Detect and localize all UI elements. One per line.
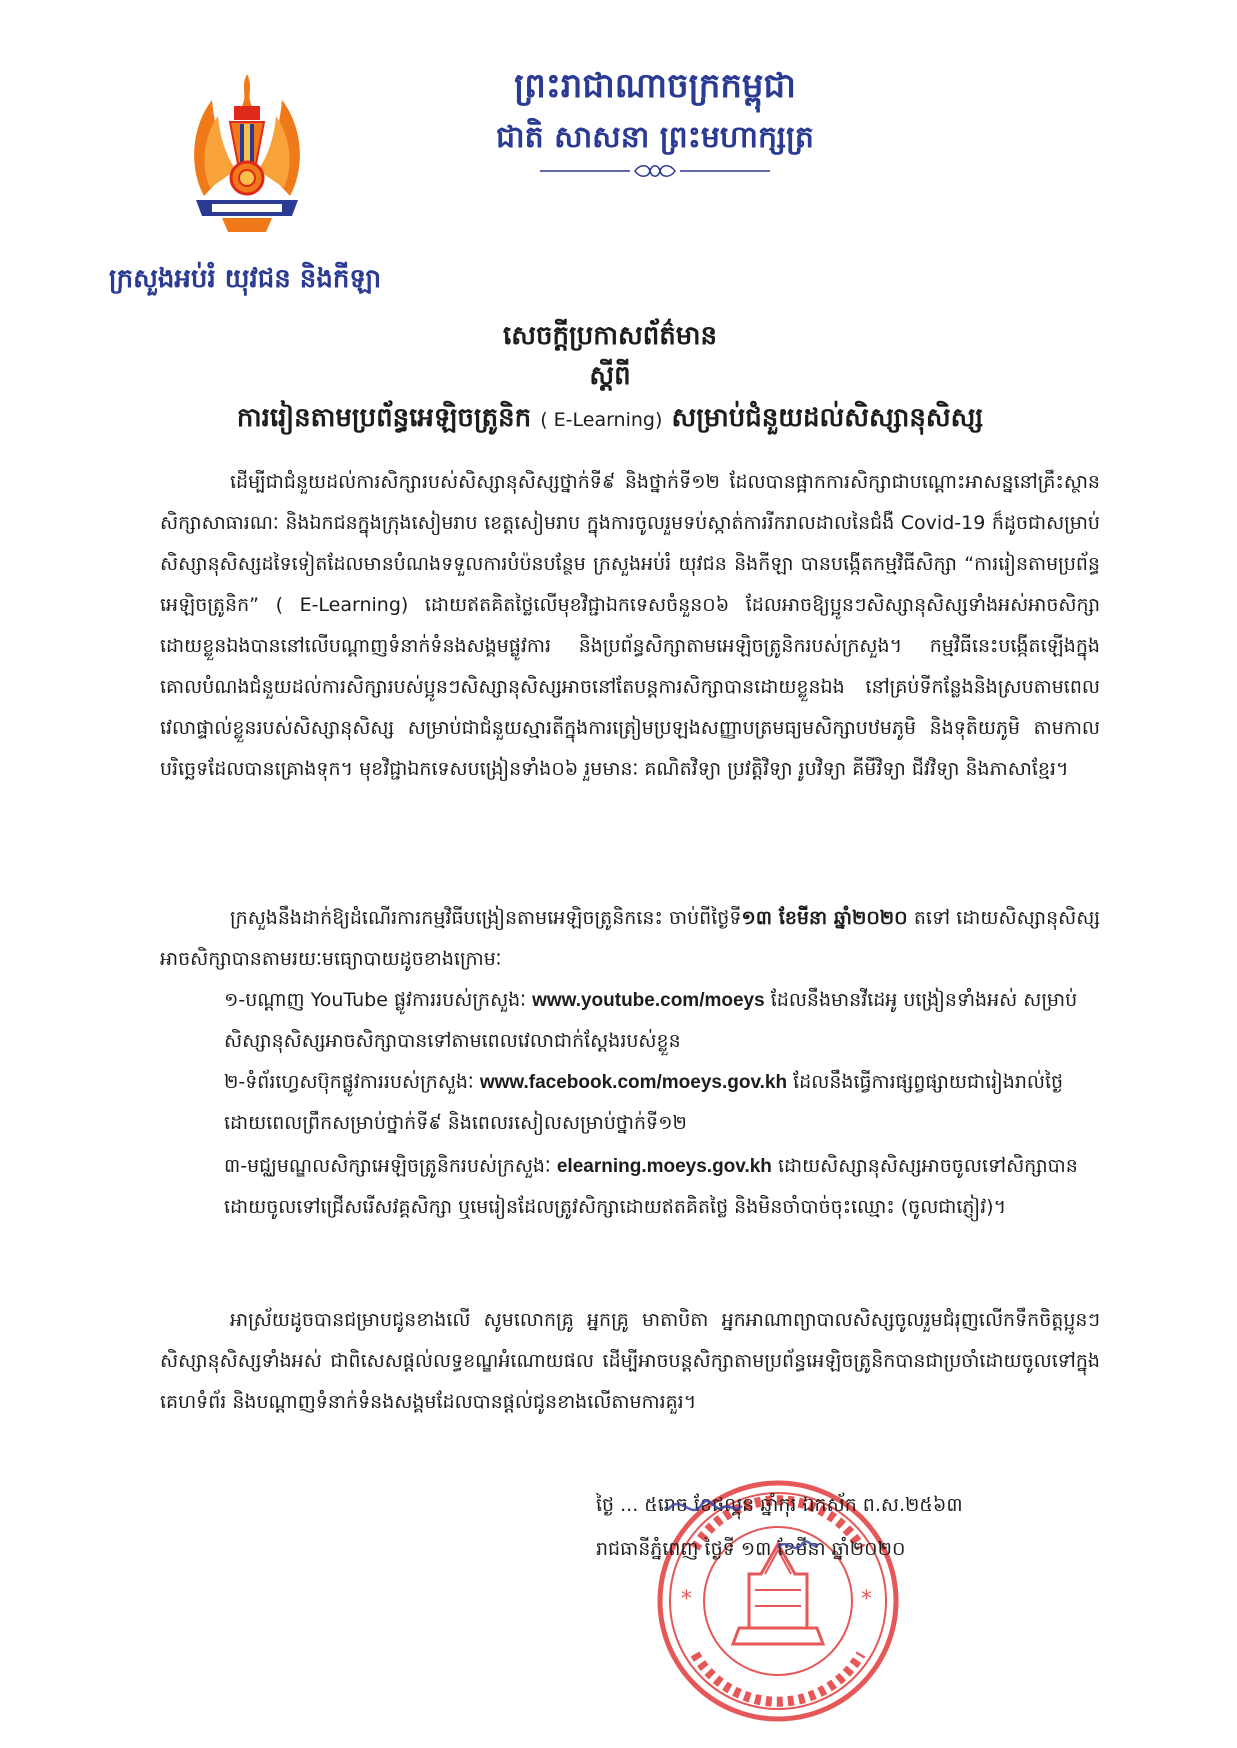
paragraph-conclusion: អាស្រ័យដូចបានជម្រាបជូនខាងលើ សូមលោកគ្រូ អ្នកគ្រូ មាតាបិតា អ្នកអាណាព្យាបាលសិស្សចូលរួមជំរុញលើកទឹកចិត្តប្អូនៗសិស្សានុសិស្សទាំងអស់ ជាពិសេសផ្ដល់លទ្ធខណ្ឌអំណោយផល ដើម្បីអាចបន្តសិក្សាតាមប្រព័ន្ធអេឡិចត្រូនិកបានជាប្រចាំដោយចូលទៅក្នុងគេហទំព័រ និងបណ្ដាញទំនាក់ទំនងសង្គមដែលបានផ្ដល់ជូនខាងលើតាមការគួរ។ bbox=[160, 1309, 1100, 1413]
document-subtitle: ស្ដីពី bbox=[589, 361, 631, 391]
schedule-date: ១៣ ខែមីនា ឆ្នាំ២០២០ bbox=[741, 907, 908, 929]
channel-prefix: ២-ទំព័រហ្វេសប៊ុកផ្លូវការរបស់ក្រសួងៈ bbox=[224, 1071, 474, 1093]
document-topic bbox=[160, 400, 1060, 438]
signature-icon bbox=[650, 1482, 870, 1572]
schedule-text-post: តទៅ ដោយសិស្សានុសិស្សអាចសិក្សាបានតាមរយៈមធ្យោបាយដូចខាងក្រោមៈ bbox=[160, 907, 1100, 970]
channel-list-item bbox=[224, 1146, 1104, 1270]
topic-text-post: សម្រាប់ជំនួយដល់សិស្សានុសិស្ស bbox=[671, 403, 984, 433]
ornament-divider-icon bbox=[540, 163, 770, 179]
topic-latin: ( E-Learning) bbox=[540, 409, 663, 431]
channel-description: ដែលនឹងមានវីដេអូ បង្រៀនទាំងអស់ សម្រាប់សិស្សានុសិស្សអាចសិក្សាបានទៅតាមពេលវេលាជាក់ស្ដែងរបស់ខ្លួន bbox=[224, 989, 1078, 1052]
youtube-link[interactable]: www.youtube.com/moeys bbox=[532, 990, 765, 1011]
solar-date: រាជធានីភ្នំពេញ ថ្ងៃទី ១៣ ខែមីនា ឆ្នាំ២០២០ bbox=[596, 1538, 906, 1560]
channel-prefix: ១-បណ្ដាញ YouTube ផ្លូវការរបស់ក្រសួងៈ bbox=[224, 989, 527, 1011]
schedule-text-pre: ក្រសួងនឹងដាក់ឱ្យដំណើរការកម្មវិធីបង្រៀនតាមអេឡិចត្រូនិកនេះ ចាប់ពីថ្ងៃទី bbox=[230, 907, 742, 929]
channel-list-item bbox=[224, 1062, 1104, 1144]
ministry-emblem-icon bbox=[182, 66, 312, 238]
svg-text:*: * bbox=[681, 1587, 692, 1612]
paragraph-schedule bbox=[160, 898, 1100, 982]
kingdom-motto: ជាតិ សាសនា ព្រះមហាក្សត្រ bbox=[496, 120, 814, 155]
elearning-link[interactable]: elearning.moeys.gov.kh bbox=[556, 1156, 772, 1177]
paragraph-introduction: ដើម្បីជាជំនួយដល់ការសិក្សារបស់សិស្សានុសិស្សថ្នាក់ទី៩ និងថ្នាក់ទី១២ ដែលបានផ្អាកការសិក្សាជាបណ្ដោះអាសន្ននៅគ្រឹះស្ថានសិក្សាសាធារណៈ និងឯកជនក្នុងក្រុងសៀមរាប ខេត្តសៀមរាប ក្នុងការចូលរួមទប់ស្កាត់ការរីករាលដាលនៃជំងឺ Covid-19 ក៏ដូចជាសម្រាប់សិស្សានុសិស្សដទៃទៀតដែលមានបំណងទទួលការបំប៉នបន្ថែម ក្រសួងអប់រំ យុវជន និងកីឡា បានបង្កើតកម្មវិធីសិក្សា “ការរៀនតាមប្រព័ន្ធអេឡិចត្រូនិក” ( E-Learning) ដោយឥតគិតថ្លៃលើមុខវិជ្ជាឯកទេសចំនួន០៦ ដែលអាចឱ្យប្អូនៗសិស្សានុសិស្សទាំងអស់អាចសិក្សាដោយខ្លួនឯងបាននៅលើបណ្ដាញទំនាក់ទំនងសង្គមផ្លូវការ និងប្រព័ន្ធសិក្សាតាមអេឡិចត្រូនិករបស់ក្រសួង។ កម្មវិធីនេះបង្កើតឡើងក្នុងគោលបំណងជំនួយដល់ការសិក្សារបស់ប្អូនៗសិស្សានុសិស្សអាចនៅតែបន្តការសិក្សាបានដោយខ្លួនឯង នៅគ្រប់ទីកន្លែងនិងស្របតាមពេលវេលាផ្ទាល់ខ្លួនរបស់សិស្សានុសិស្ស សម្រាប់ជាជំនួយស្មារតីក្នុងការត្រៀមប្រឡងសញ្ញាបត្រមធ្យមសិក្សាបឋមភូមិ និងទុតិយភូមិ តាមកាលបរិច្ឆេទដែលបានគ្រោងទុក។ មុខវិជ្ជាឯកទេសបង្រៀនទាំង០៦ រួមមានៈ គណិតវិទ្យា ប្រវត្តិវិទ្យា រូបវិទ្យា គីមីវិទ្យា ជីវវិទ្យា និងភាសាខ្មែរ។ bbox=[160, 471, 1100, 780]
ministry-name: ក្រសួងអប់រំ យុវជន និងកីឡា bbox=[108, 264, 382, 294]
channel-list-item bbox=[224, 980, 1104, 1062]
topic-text-pre: ការរៀនតាមប្រព័ន្ធអេឡិចត្រូនិក bbox=[236, 403, 532, 433]
facebook-link[interactable]: www.facebook.com/moeys.gov.kh bbox=[479, 1072, 788, 1093]
kingdom-title: ព្រះរាជាណាចក្រកម្ពុជា bbox=[514, 66, 796, 106]
document-title: សេចក្ដីប្រកាសព័ត៌មាន bbox=[502, 321, 718, 351]
channel-description: ដែលនឹងធ្វើការផ្សព្វផ្សាយជារៀងរាល់ថ្ងៃ ដោយពេលព្រឹកសម្រាប់ថ្នាក់ទី៩ និងពេលរសៀលសម្រាប់ថ្នាក់ទី១២ bbox=[224, 1071, 1064, 1134]
channel-description: ដោយសិស្សានុសិស្សអាចចូលទៅសិក្សាបានដោយចូលទៅជ្រើសរើសវគ្គសិក្សា ឬមេរៀនដែលត្រូវសិក្សាដោយឥតគិតថ្លៃ និងមិនចាំបាច់ចុះឈ្មោះ (ចូលជាភ្ញៀវ)។ bbox=[224, 1155, 1078, 1218]
lunar-date: ថ្ងៃ ... ៥រោច ខែផល្គុន ឆ្នាំកុរ ឯកស័ក ព.ស.២៥៦៣ bbox=[596, 1494, 963, 1516]
channel-prefix: ៣-មជ្ឈមណ្ឌលសិក្សាអេឡិចត្រូនិករបស់ក្រសួងៈ bbox=[224, 1155, 551, 1177]
svg-text:*: * bbox=[861, 1587, 872, 1612]
